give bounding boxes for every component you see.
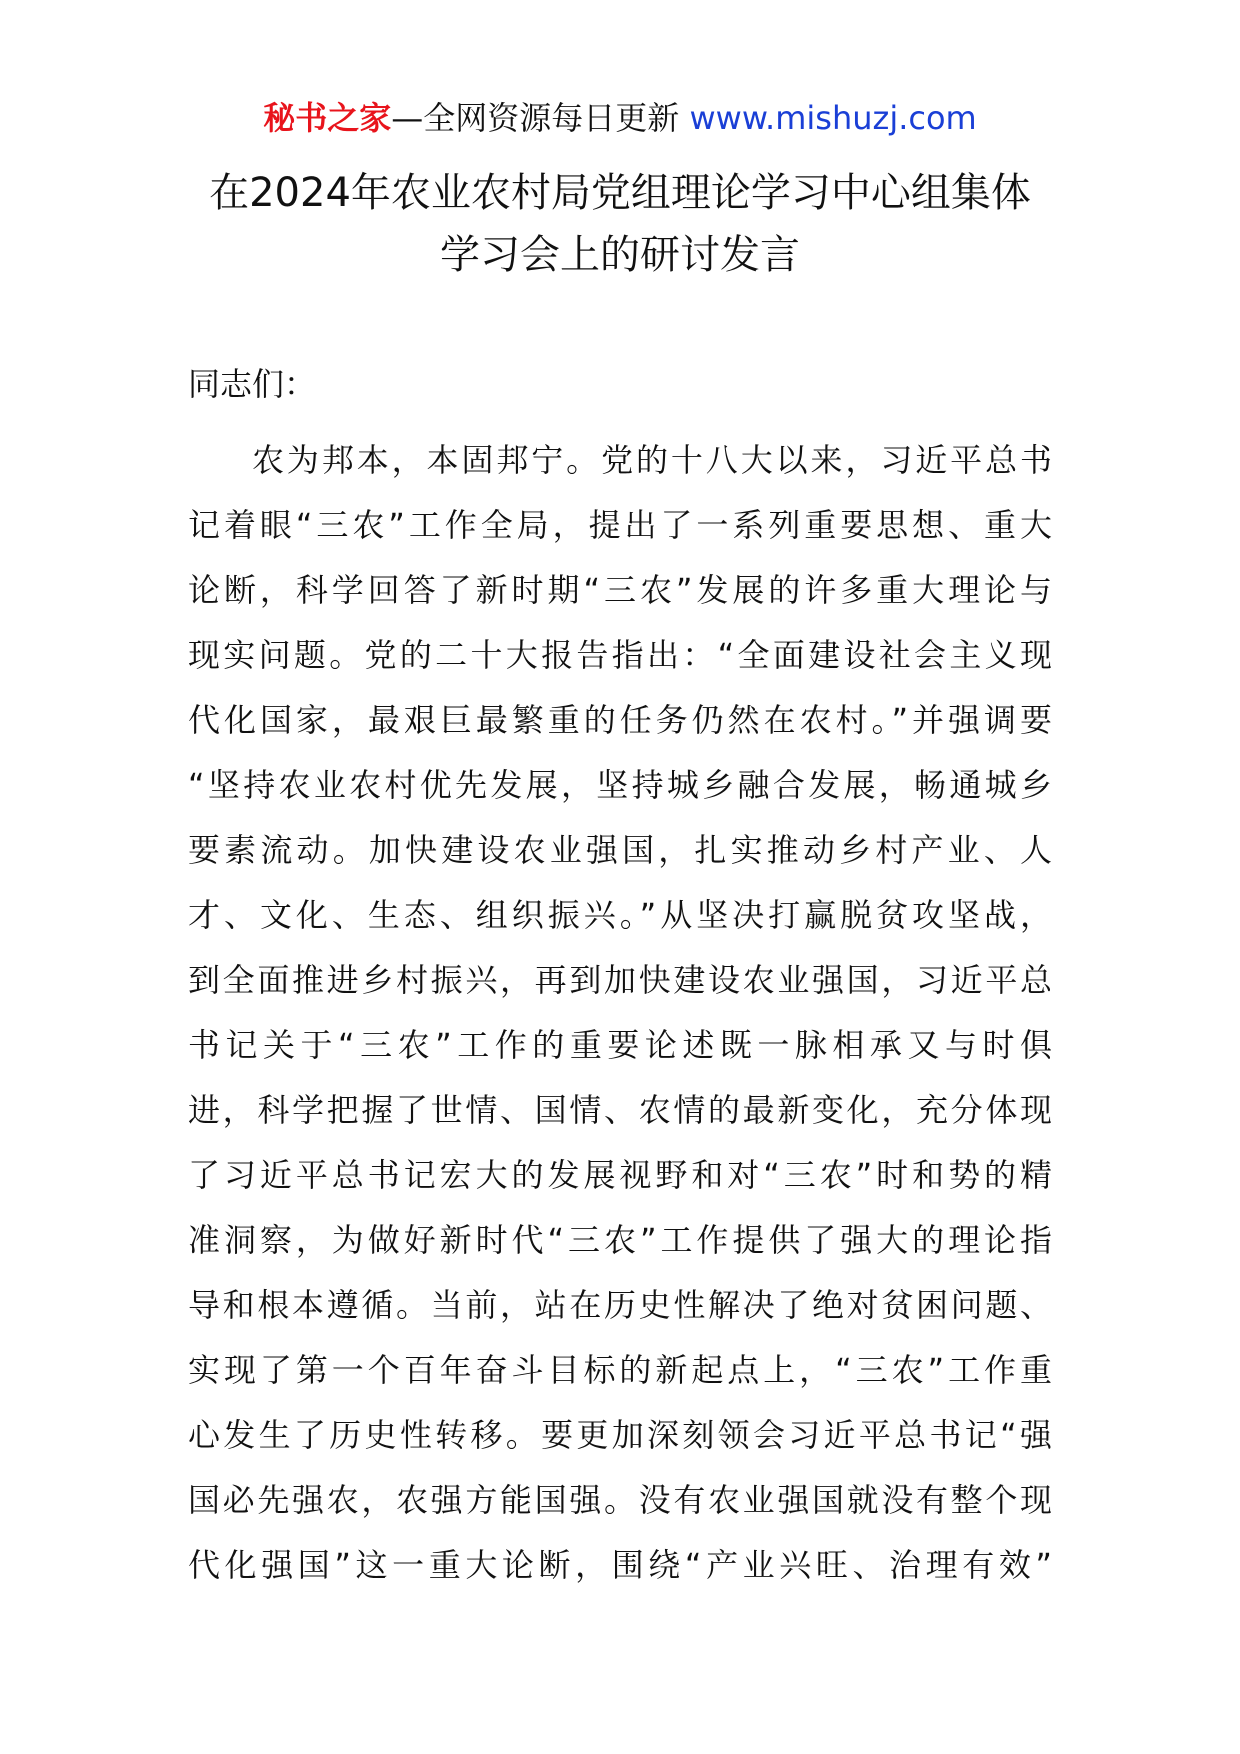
paragraph-line: 书记关于“三农”工作的重要论述既一脉相承又与时俱	[188, 1026, 1052, 1064]
paragraph-line: 准洞察，为做好新时代“三农”工作提供了强大的理论指	[188, 1221, 1052, 1259]
brand-name: 秘书之家	[263, 99, 392, 137]
paragraph-line: 现实问题。党的二十大报告指出：“全面建设社会主义现	[188, 636, 1052, 674]
paragraph-line: 国必先强农，农强方能国强。没有农业强国就没有整个现	[188, 1481, 1052, 1519]
paragraph-line: 实现了第一个百年奋斗目标的新起点上，“三农”工作重	[188, 1351, 1052, 1389]
paragraph-line: 到全面推进乡村振兴，再到加快建设农业强国，习近平总	[188, 961, 1052, 999]
title-line: 在2024年农业农村局党组理论学习中心组集体	[209, 170, 1031, 216]
paragraph-line: 记着眼“三农”工作全局，提出了一系列重要思想、重大	[188, 506, 1052, 544]
paragraph-line: 心发生了历史性转移。要更加深刻领会习近平总书记“强	[188, 1416, 1052, 1454]
site-url-link[interactable]: www.mishuzj.com	[689, 99, 977, 137]
paragraph-line: 农为邦本，本固邦宁。党的十八大以来，习近平总书	[252, 441, 1052, 479]
document-title	[150, 162, 1090, 286]
paragraph-line: 了习近平总书记宏大的发展视野和对“三农”时和势的精	[188, 1156, 1052, 1194]
site-banner	[0, 96, 1240, 140]
paragraph-line: 论断，科学回答了新时期“三农”发展的许多重大理论与	[188, 571, 1052, 609]
paragraph-line: 导和根本遵循。当前，站在历史性解决了绝对贫困问题、	[188, 1286, 1052, 1324]
paragraph-line: 进，科学把握了世情、国情、农情的最新变化，充分体现	[188, 1091, 1052, 1129]
paragraph-line: “坚持农业农村优先发展，坚持城乡融合发展，畅通城乡	[188, 766, 1052, 804]
banner-tagline: —全网资源每日更新	[391, 99, 680, 137]
paragraph-line: 才、文化、生态、组织振兴。”从坚决打赢脱贫攻坚战，	[188, 896, 1052, 934]
body-paragraph	[188, 428, 1052, 1598]
paragraph-line: 代化国家，最艰巨最繁重的任务仍然在农村。”并强调要	[188, 701, 1052, 739]
salutation: 同志们：	[188, 365, 317, 403]
paragraph-line: 要素流动。加快建设农业强国，扎实推动乡村产业、人	[188, 831, 1052, 869]
paragraph-line: 代化强国”这一重大论断，围绕“产业兴旺、治理有效”	[188, 1546, 1052, 1584]
title-line: 学习会上的研讨发言	[440, 232, 800, 278]
